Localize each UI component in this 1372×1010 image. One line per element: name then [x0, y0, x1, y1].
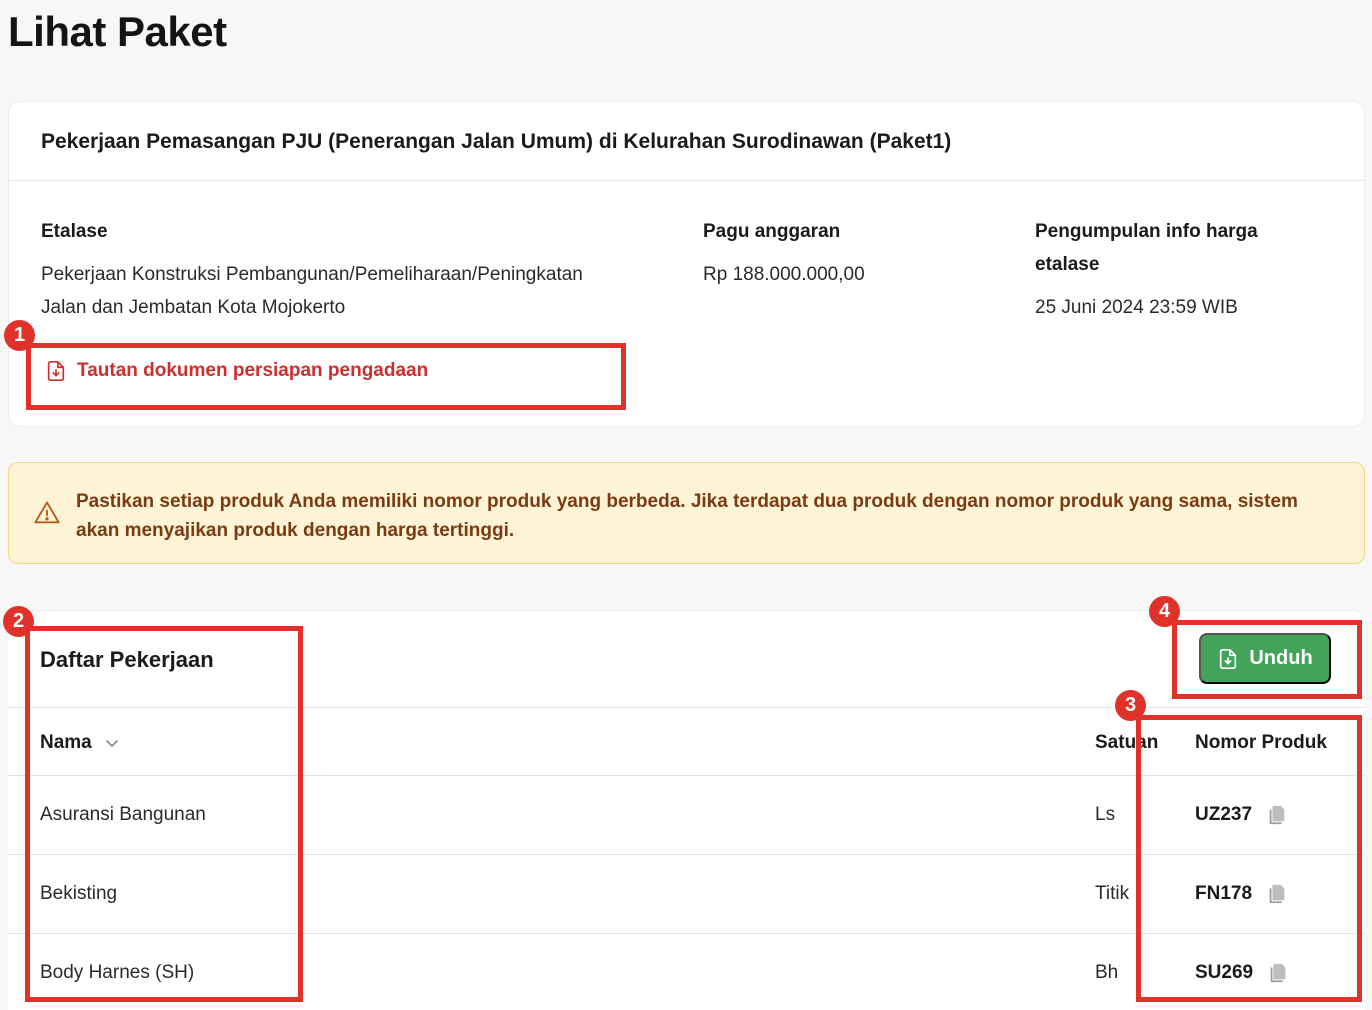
etalase-section — [41, 215, 661, 324]
alert-message: Pastikan setiap produk Anda memiliki nomor produk yang berbeda. Jika terdapat dua produk dengan nomor produk yang sama, sistem akan menyajikan produk dengan harga tertinggi. — [76, 491, 1298, 541]
annotation-box-3 — [1136, 715, 1362, 1002]
etalase-label: Etalase — [41, 221, 108, 242]
pagu-section — [703, 215, 1003, 291]
etalase-value — [41, 258, 661, 324]
pagu-value: Rp 188.000.000,00 — [703, 264, 865, 285]
table-cell-satuan: Bh — [1095, 962, 1119, 983]
product-number: FN178 — [1195, 883, 1253, 904]
info-harga-label — [1035, 215, 1335, 281]
column-header-nama-label: Nama — [40, 732, 92, 753]
table-cell-nama: Asuransi Bangunan — [40, 804, 206, 825]
product-number: SU269 — [1195, 962, 1254, 983]
product-number: UZ237 — [1195, 804, 1253, 825]
work-list-title: Daftar Pekerjaan — [40, 647, 214, 672]
table-cell-nama: Bekisting — [40, 883, 118, 904]
annotation-box-4 — [1172, 620, 1362, 699]
etalase-value-line1: Pekerjaan Konstruksi Pembangunan/Pemeliharaan/Peningkatan — [41, 264, 583, 285]
annotation-badge-3: 3 — [1115, 690, 1146, 721]
info-harga-label-line2: etalase — [1035, 254, 1100, 275]
table-cell-satuan: Titik — [1095, 883, 1130, 904]
download-button-label: Unduh — [1249, 647, 1313, 669]
etalase-value-line2: Jalan dan Jembatan Kota Mojokerto — [41, 297, 346, 318]
page-title: Lihat Paket — [8, 8, 227, 55]
warning-alert — [8, 462, 1365, 564]
table-cell-satuan: Ls — [1095, 804, 1116, 825]
info-harga-value: 25 Juni 2024 23:59 WIB — [1035, 297, 1238, 318]
column-header-nomor-produk: Nomor Produk — [1195, 732, 1327, 753]
annotation-badge-1: 1 — [4, 320, 35, 351]
column-header-satuan: Satuan — [1095, 732, 1159, 753]
warning-triangle-icon — [33, 499, 61, 527]
info-harga-label-line1: Pengumpulan info harga — [1035, 221, 1258, 242]
divider — [9, 180, 1364, 181]
annotation-box-1 — [26, 343, 626, 410]
annotation-badge-2: 2 — [3, 606, 34, 637]
info-harga-section — [1035, 215, 1335, 324]
annotation-box-2 — [25, 626, 303, 1002]
table-cell-nama: Body Harnes (SH) — [40, 962, 195, 983]
package-title: Pekerjaan Pemasangan PJU (Penerangan Jalan Umum) di Kelurahan Surodinawan (Paket1) — [41, 130, 952, 153]
doc-link-label: Tautan dokumen persiapan pengadaan — [77, 360, 429, 381]
annotation-badge-4: 4 — [1149, 596, 1180, 627]
pagu-label: Pagu anggaran — [703, 221, 841, 242]
